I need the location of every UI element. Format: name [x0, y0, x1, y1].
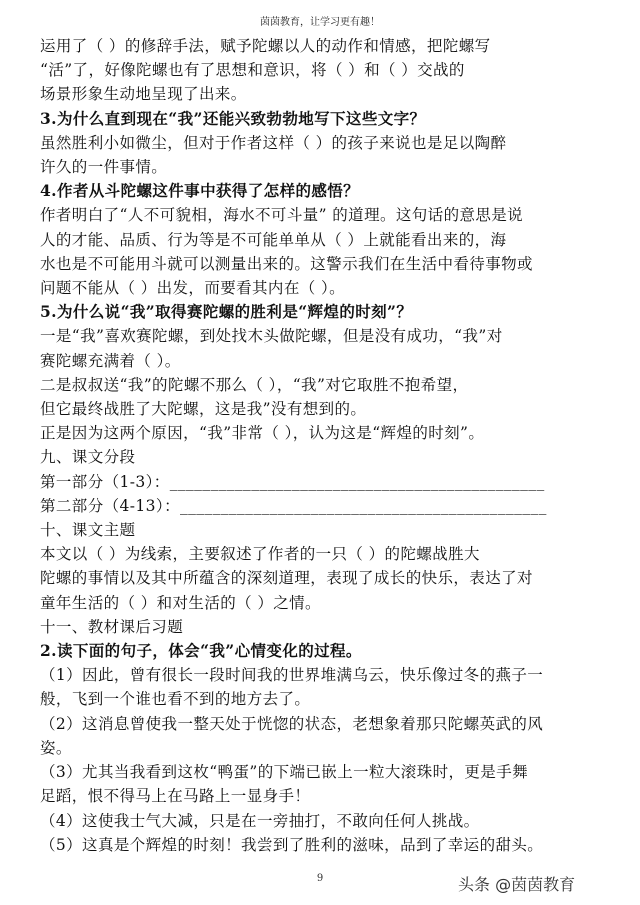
text-line: 但它最终战胜了大陀螺，这是我”没有想到的。 — [40, 400, 367, 419]
document-body — [40, 34, 605, 857]
text-line: 童年生活的（ ）和对生活的（ ）之情。 — [40, 593, 321, 612]
text-line: 问题不能从（ ）出发，而要看其内在（ ）。 — [40, 279, 346, 298]
text-line: 场景形象生动地呈现了出来。 — [40, 85, 247, 104]
text-line: 3.为什么直到现在“我”还能兴致勃勃地写下这些文字？ — [40, 108, 426, 128]
text-line: （1）因此，曾有很长一段时间我的世界堆满乌云，快乐像过冬的燕子一 — [40, 666, 544, 685]
text-line: 一是“我”喜欢赛陀螺，到处找木头做陀螺，但是没有成功，“我”对 — [40, 327, 503, 346]
watermark: 头条 @茵茵教育 — [458, 875, 576, 894]
text-line: 十一、教材课后习题 — [40, 617, 184, 636]
text-line: 姿。 — [40, 738, 72, 757]
text-line: 足蹈，恨不得马上在马路上一显身手！ — [40, 787, 311, 806]
text-line: 第一部分（1-3）：______________________________________________ — [40, 472, 545, 491]
text-line: 般，飞到一个谁也看不到的地方去了。 — [40, 690, 311, 709]
text-line: 4.作者从斗陀螺这件事中获得了怎样的感悟？ — [40, 181, 360, 201]
text-line: 人的才能、品质、行为等是不可能单单从（ ）上就能看出来的，海 — [40, 230, 507, 249]
page-number: 9 — [316, 873, 324, 884]
text-line: 许久的一件事情。 — [40, 158, 168, 177]
text-line: 正是因为这两个原因，“我”非常（ ），认为这是“辉煌的时刻”。 — [40, 424, 485, 443]
text-line: 陀螺的事情以及其中所蕴含的深刻道理，表现了成长的快乐，表达了对 — [40, 569, 533, 588]
text-line: （5）这真是个辉煌的时刻！我尝到了胜利的滋味，品到了幸运的甜头。 — [40, 835, 544, 854]
text-line: 九、课文分段 — [40, 448, 136, 467]
text-line: （4）这使我士气大减，只是在一旁抽打，不敢向任何人挑战。 — [40, 811, 480, 830]
text-line: （3）尤其当我看到这枚“鸭蛋”的下端已嵌上一粒大滚珠时，更是手舞 — [40, 763, 529, 782]
page-header: 茵茵教育，让学习更有趣！ — [260, 17, 380, 28]
text-line: 2.读下面的句子，体会“我”心情变化的过程。 — [40, 641, 362, 661]
text-line: 本文以（ ）为线索，主要叙述了作者的一只（ ）的陀螺战胜大 — [40, 545, 480, 564]
text-line: 水也是不可能用斗就可以测量出来的。这警示我们在生活中看待事物或 — [40, 254, 533, 273]
text-line: 5.为什么说“我”取得赛陀螺的胜利是“辉煌的时刻”？ — [40, 302, 413, 322]
text-line: “活”了，好像陀螺也有了思想和意识，将（ ）和（ ）交战的 — [40, 61, 465, 80]
text-line: 作者明白了“人不可貌相，海水不可斗量” 的道理。这句话的意思是说 — [40, 206, 524, 225]
text-line: 十、课文主题 — [40, 521, 136, 540]
text-line: 二是叔叔送“我”的陀螺不那么（ ），“我”对它取胜不抱希望， — [40, 375, 469, 394]
text-line: 第二部分（4-13）：_____________________________________________ — [40, 496, 547, 515]
text-line: 虽然胜利小如微尘，但对于作者这样（ ）的孩子来说也是足以陶醉 — [40, 133, 507, 152]
text-line: 赛陀螺充满着（ ）。 — [40, 351, 181, 370]
text-line: （2）这消息曾使我一整天处于恍惚的状态，老想象着那只陀螺英武的风 — [40, 714, 544, 733]
text-line: 运用了（ ）的修辞手法，赋予陀螺以人的动作和情感，把陀螺写 — [40, 37, 491, 55]
